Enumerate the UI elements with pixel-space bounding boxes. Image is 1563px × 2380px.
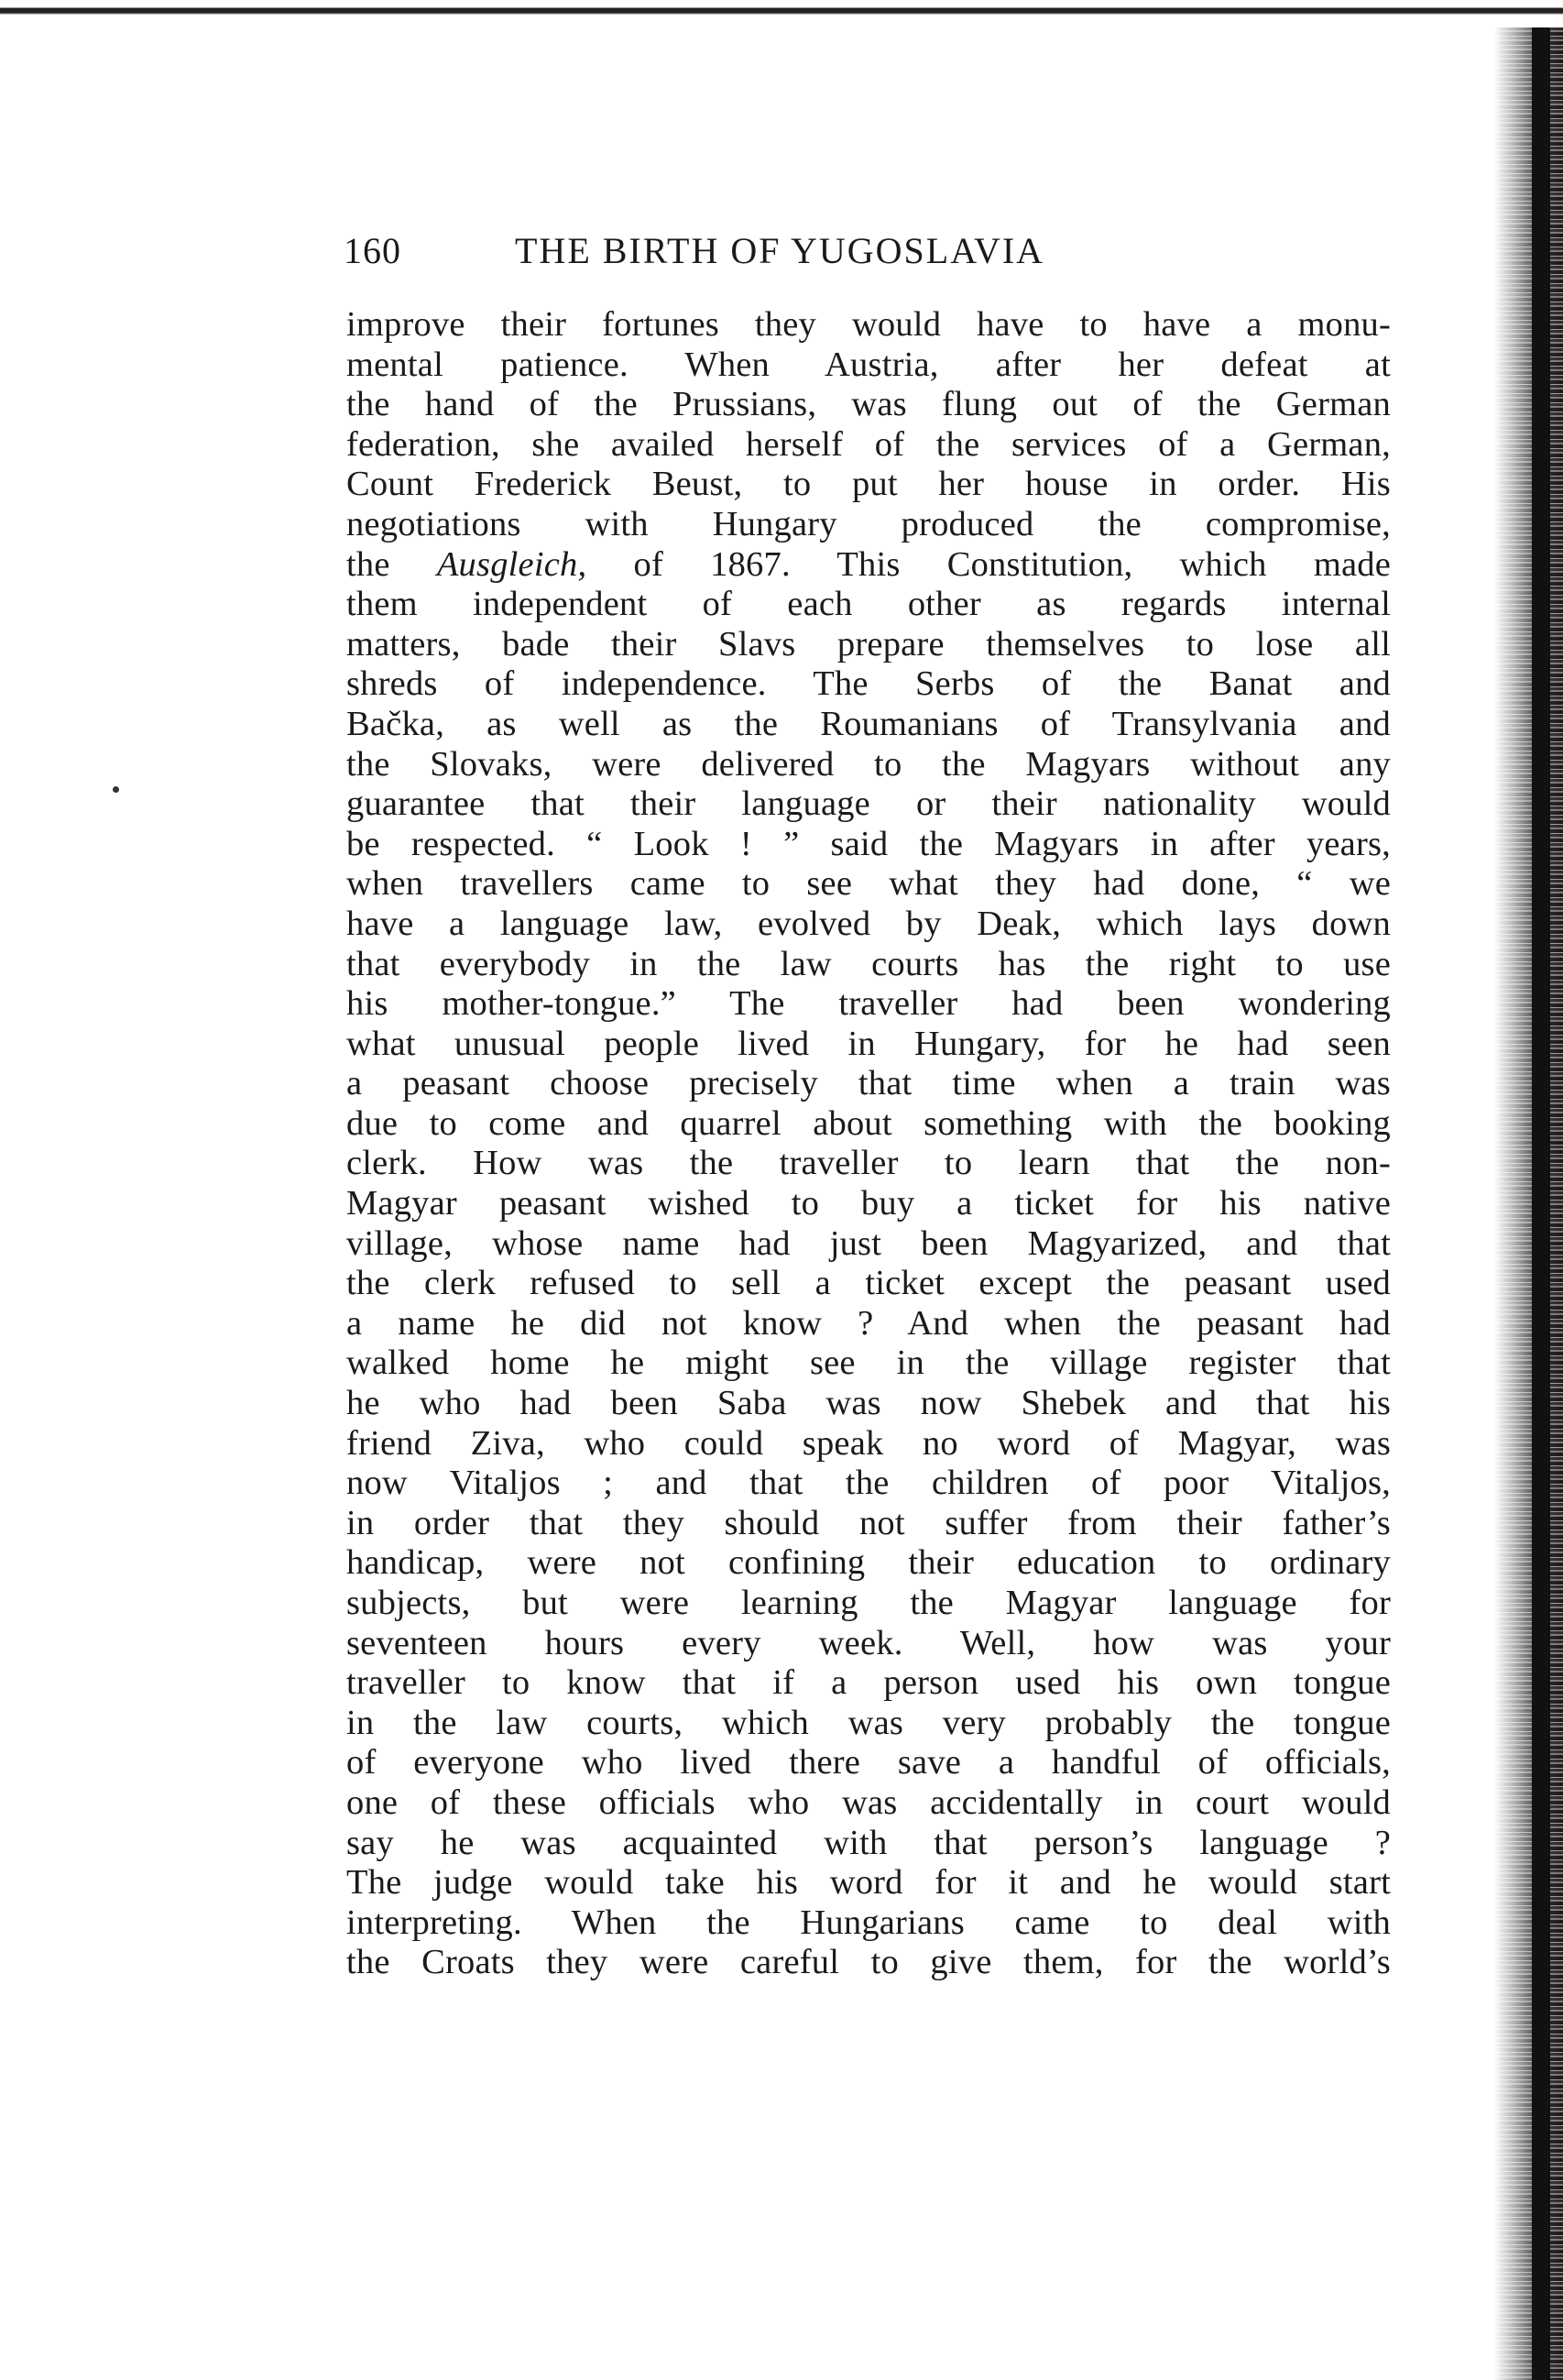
text-line: when travellers came to see what they had done, “ we: [346, 864, 1391, 904]
text-line: guarantee that their language or their nationality would: [346, 784, 1391, 824]
page-number: 160: [344, 230, 401, 271]
text-line: in the law courts, which was very probably the tongue: [346, 1703, 1391, 1742]
text-line: of everyone who lived there save a handful of officials,: [346, 1743, 1391, 1782]
running-head: THE BIRTH OF YUGOSLAVIA: [515, 230, 1045, 271]
text-fragment: the: [346, 544, 437, 584]
text-line: be respected. “ Look ! ” said the Magyars in after years,: [346, 824, 1391, 863]
text-line: a peasant choose precisely that time when a train was: [346, 1064, 1391, 1103]
text-line: the Croats they were careful to give them, for the world’s: [346, 1943, 1391, 1982]
text-line: Bačka, as well as the Roumanians of Transylvania and: [346, 704, 1391, 743]
text-line: improve their fortunes they would have to have a monu-: [346, 305, 1391, 344]
text-line: Count Frederick Beust, to put her house in order. His: [346, 465, 1391, 504]
text-line: his mother-tongue.” The traveller had been wondering: [346, 984, 1391, 1024]
text-line: have a language law, evolved by Deak, which lays down: [346, 904, 1391, 943]
text-line: matters, bade their Slavs prepare themselves to lose all: [346, 624, 1391, 664]
text-line: the clerk refused to sell a ticket except the peasant used: [346, 1264, 1391, 1303]
text-line: interpreting. When the Hungarians came to deal with: [346, 1903, 1391, 1942]
text-line-ausgleich: [346, 545, 1391, 586]
text-line: village, whose name had just been Magyarized, and that: [346, 1223, 1391, 1263]
text-line: The judge would take his word for it and he would start: [346, 1863, 1391, 1903]
text-line: a name he did not know ? And when the peasant had: [346, 1303, 1391, 1343]
text-line: one of these officials who was accidentally in court would: [346, 1782, 1391, 1822]
stray-ink-mark: [113, 786, 119, 793]
text-line: negotiations with Hungary produced the compromise,: [346, 504, 1391, 543]
italic-term-ausgleich: Ausgleich,: [436, 544, 587, 584]
text-line: walked home he might see in the village register that: [346, 1344, 1391, 1383]
text-line: that everybody in the law courts has the right to use: [346, 944, 1391, 983]
text-line: federation, she availed herself of the services of a German,: [346, 424, 1391, 464]
text-line: them independent of each other as regards internal: [346, 585, 1391, 624]
text-line: Magyar peasant wished to buy a ticket for his native: [346, 1184, 1391, 1223]
top-scan-edge: [0, 0, 1563, 20]
text-line: the Slovaks, were delivered to the Magyars without any: [346, 744, 1391, 784]
body-text: [346, 305, 1391, 1983]
binding-edge: [1532, 27, 1550, 2380]
text-line: subjects, but were learning the Magyar language for: [346, 1584, 1391, 1622]
text-fragment: of 1867. This Constitution, which made: [586, 544, 1391, 584]
text-line: clerk. How was the traveller to learn that the non-: [346, 1144, 1391, 1183]
text-line: in order that they should not suffer from their father’s: [346, 1503, 1391, 1542]
page-header: [344, 229, 1260, 284]
text-line: what unusual people lived in Hungary, for he had seen: [346, 1024, 1391, 1063]
text-line: friend Ziva, who could speak no word of Magyar, was: [346, 1423, 1391, 1463]
binding-shadow: [1494, 27, 1563, 2380]
text-line: shreds of independence. The Serbs of the Banat and: [346, 664, 1391, 704]
text-line: say he was acquainted with that person’s language ?: [346, 1823, 1391, 1862]
text-line: due to come and quarrel about something with the booking: [346, 1103, 1391, 1143]
text-line: traveller to know that if a person used his own tongue: [346, 1663, 1391, 1703]
text-line: seventeen hours every week. Well, how was your: [346, 1623, 1391, 1662]
text-line: handicap, were not confining their education to ordinary: [346, 1543, 1391, 1583]
text-line: now Vitaljos ; and that the children of poor Vitaljos,: [346, 1464, 1391, 1503]
text-line: he who had been Saba was now Shebek and that his: [346, 1384, 1391, 1423]
text-line: mental patience. When Austria, after her defeat at: [346, 345, 1391, 384]
text-line: the hand of the Prussians, was flung out of the German: [346, 385, 1391, 424]
